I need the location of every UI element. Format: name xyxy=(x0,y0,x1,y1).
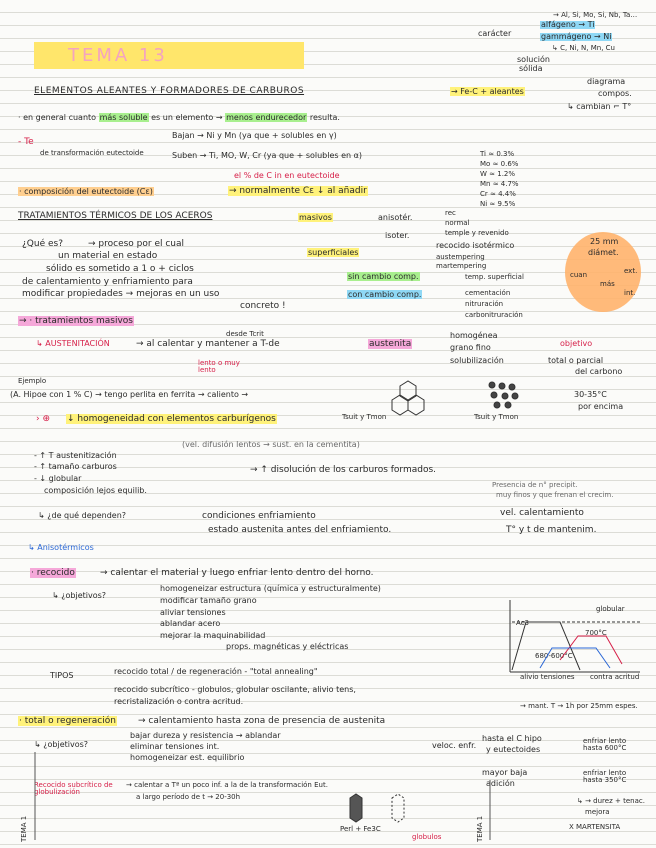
recocido-o6: props. magnéticas y eléctricas xyxy=(226,642,349,651)
tipos-label: TIPOS xyxy=(50,671,74,680)
mini-chart xyxy=(510,600,640,672)
diagrama-label: diagrama xyxy=(587,77,626,86)
que-es-q: ¿Qué es? xyxy=(22,239,63,249)
lento-note: lento o muy lento xyxy=(198,359,240,374)
homogenea-label: homogénea xyxy=(450,331,498,340)
factor-3: - ↓ globular xyxy=(34,474,82,483)
circle-t1: 25 mm xyxy=(590,237,619,246)
recocido-obj: ↳ ¿objetivos? xyxy=(52,591,107,600)
ejemplo-l2: (A. Hipoe con 1 % C) → tengo perlita en ferrita → caliento → xyxy=(10,390,249,399)
total-regen-o3: homogeneizar est. equilibrio xyxy=(130,753,245,762)
anisot-label: anisotér. xyxy=(378,213,413,222)
general-line: · en general cuanto más soluble es un elemento → menos endurecedor resulta. xyxy=(18,113,340,122)
factor-1: - ↑ T austenitización xyxy=(34,451,117,460)
solub-label: solubilización xyxy=(450,356,504,365)
austenitacion-label: ↳ AUSTENITACIÓN xyxy=(36,339,110,348)
objetivo-label: objetivo xyxy=(560,339,593,348)
rec-label: rec xyxy=(445,209,456,217)
factors-result: → ↑ disolución de los carburos formados. xyxy=(250,465,437,475)
composicion-item: Cr ≈ 4.4% xyxy=(480,190,516,198)
temp-sup-label: temp. superficial xyxy=(465,273,524,281)
composicion-item: W ≈ 1.2% xyxy=(480,170,516,178)
subcritico-label: Recocido subcrítico de globulización xyxy=(34,781,113,796)
gamma-sub: ↳ C, Ni, N, Mn, Cu xyxy=(552,44,615,52)
solucion-label: solución xyxy=(517,55,550,64)
sin-cambio-label: sin cambio comp. xyxy=(348,272,419,281)
subcritico-def2: a largo período de t → 20-30h xyxy=(136,793,241,801)
que-es-l3: sólido es sometido a 1 o + ciclos xyxy=(46,264,194,274)
chart-globular: globular xyxy=(596,605,625,613)
cond-label: condiciones enfriamiento xyxy=(202,511,316,521)
nitruracion-label: nitruración xyxy=(465,300,504,308)
chart-ac3: Ac3 xyxy=(516,619,529,627)
austenita-word: austenita xyxy=(369,339,412,349)
anisotermicos-label: ↳ Anisotérmicos xyxy=(28,543,94,552)
composicion-item: Ni ≈ 9.5% xyxy=(480,200,516,208)
que-es-l2: un material en estado xyxy=(58,251,158,261)
ejemplo-t2: Tsuit y Tmon xyxy=(474,413,519,421)
glob-label: globulos xyxy=(412,833,442,841)
recocido-def: → calentar el material y luego enfriar lento dentro del horno. xyxy=(100,568,374,578)
heading-aleantes: ELEMENTOS ALEANTES Y FORMADORES DE CARBUROS xyxy=(34,86,305,96)
alfageno-label: alfágeno → Ti xyxy=(541,20,595,29)
bottom-right2: mejora xyxy=(585,808,610,816)
te-label: - Te xyxy=(18,137,34,147)
margin-left-label: TEMA 1 xyxy=(20,815,28,842)
chart-r1: alivio tensiones xyxy=(520,673,575,681)
recocido-o2: modificar tamaño grano xyxy=(160,596,257,605)
factor-4: composición lejos equilib. xyxy=(44,486,147,495)
circle-cuan: cuan xyxy=(570,271,588,279)
recocido-o3: aliviar tensiones xyxy=(160,608,226,617)
fine-grains xyxy=(489,382,518,408)
total-regen-obj: ↳ ¿objetivos? xyxy=(34,740,89,749)
austenitacion-arrow: → al calentar y mantener a T-de xyxy=(136,339,280,349)
tipo-1: recocido total / de regeneración - "total annealing" xyxy=(114,667,318,676)
total-regen-def: → calentamiento hasta zona de presencia de austenita xyxy=(138,716,386,726)
masivos-heading: → · tratamientos masivos xyxy=(19,316,133,326)
factor-2: - ↑ tamaño carburos xyxy=(34,462,117,471)
homog-marker: › ⊕ xyxy=(36,414,51,424)
que-es-l5: modificar propiedades → mejoras en un uso xyxy=(22,289,220,299)
subcritico-def1: → calentar a Tª un poco inf. a la de la transformación Eut. xyxy=(126,781,328,789)
normal-label: normal xyxy=(445,219,470,227)
recocido-o1: homogeneizar estructura (química y estructuralmente) xyxy=(160,584,381,593)
bajan-line: Bajan → Ni y Mn (ya que + solubles en γ) xyxy=(172,131,337,140)
chart-700: 700°C xyxy=(585,629,607,637)
martempering-label: martempering xyxy=(436,262,487,270)
mayor-baja: mayor baja xyxy=(482,768,528,777)
que-es-l6: concreto ! xyxy=(240,301,286,311)
carbonitruracion-label: carbonitruración xyxy=(465,311,523,319)
heading-aleantes-tail: → Fe-C + aleantes xyxy=(451,87,524,96)
alloy-list: → Al, Si, Mo, Si, Nb, Ta… xyxy=(553,11,638,19)
composicion-item: Mn ≈ 4.7% xyxy=(480,180,519,188)
mant-label: → mant. T → 1h por 25mm espes. xyxy=(520,702,638,710)
circle-int: int. xyxy=(624,289,636,297)
margin-right-label: TEMA 1 xyxy=(476,815,484,842)
circle-t2: diámet. xyxy=(588,248,619,257)
caracter-label: carácter xyxy=(478,29,512,38)
total-regen-label: · total o regeneración xyxy=(19,716,116,726)
masivos-label: masivos xyxy=(299,213,332,222)
vel-label: vel. calentamiento xyxy=(500,508,584,518)
suben-line: Suben → Ti, MO, W, Cr (ya que + solubles en α) xyxy=(172,151,363,160)
range-label2: por encima xyxy=(578,402,624,411)
perl-label: Perl + Fe3C xyxy=(340,825,381,833)
estado-label: estado austenita antes del enfriamiento. xyxy=(208,525,392,535)
total-regen-o1: bajar dureza y resistencia → ablandar xyxy=(130,731,281,740)
superficiales-label: superficiales xyxy=(308,248,359,257)
martensita-label: X MARTENSITA xyxy=(569,823,621,831)
desde-tcrit: desde Tcrit xyxy=(226,330,264,338)
circle-more: más xyxy=(600,280,615,288)
carbono-label: del carbono xyxy=(575,367,623,376)
cementacion-label: cementación xyxy=(465,289,511,297)
austempering-label: austempering xyxy=(436,253,485,261)
ejemplo-t1: Tsuit y Tmon xyxy=(342,413,387,421)
particle-hexagons xyxy=(350,794,404,822)
adicion-label: adición xyxy=(486,779,515,788)
vel-enfr: veloc. enfr. xyxy=(432,741,477,750)
con-cambio-label: con cambio comp. xyxy=(348,290,422,299)
eutectoides-label: y eutectoides xyxy=(486,745,541,754)
bottom-right: ↳ → durez + tenac. xyxy=(577,797,645,805)
hipo-label: hasta el C hipo xyxy=(482,734,542,743)
te-note: de transformación eutectoide xyxy=(40,149,144,157)
compos-label: compos. xyxy=(598,89,632,98)
recocido-iso-label: recocido isotérmico xyxy=(436,241,515,250)
cambian-label: ↳ cambian ⌐ T° xyxy=(567,102,632,111)
ty-label: T° y t de mantenim. xyxy=(506,525,597,535)
temple-label: temple y revenido xyxy=(445,229,509,237)
page-title: TEMA 13 xyxy=(34,42,304,69)
recocido-o5: mejorar la maquinabilidad xyxy=(160,631,266,640)
que-es-l4: de calentamiento y enfriamiento para xyxy=(22,277,193,287)
factors-right2: muy finos y que frenan el crecim. xyxy=(496,491,614,499)
composicion-item: Mo ≈ 0.6% xyxy=(480,160,519,168)
gammageno-label: gammágeno → Ni xyxy=(541,32,612,41)
total-parcial: total o parcial xyxy=(548,356,604,365)
chart-r2: contra acritud xyxy=(590,673,640,681)
grano-fino-label: grano fino xyxy=(450,343,491,352)
tipo-3: recristalización o contra acritud. xyxy=(114,697,244,706)
composicion-item: Ti ≈ 0.3% xyxy=(480,150,515,158)
grain-hexagons xyxy=(392,381,424,415)
isoter-label: isoter. xyxy=(385,231,410,240)
circle-ext: ext. xyxy=(624,267,638,275)
recocido-o4: ablandar acero xyxy=(160,619,221,628)
enfriar-600: enfriar lento hasta 600°C xyxy=(583,737,627,752)
tipo-2: recocido subcrítico - globulos, globular oscilante, alivio tens, xyxy=(114,685,356,694)
heading-tratamientos: TRATAMIENTOS TÉRMICOS DE LOS ACEROS xyxy=(18,211,213,221)
range-label: 30-35°C xyxy=(574,390,607,399)
composicion-arrow: → normalmente Cε ↓ al añadir xyxy=(229,186,367,196)
solida-label: sólida xyxy=(519,64,543,73)
enfriar-350: enfriar lento hasta 350°C xyxy=(583,769,627,784)
ejemplo-l1: Ejemplo xyxy=(18,377,47,385)
total-regen-o2: eliminar tensiones int. xyxy=(130,742,220,751)
composicion-label: · composición del eutectoide (Cε) xyxy=(19,187,153,196)
chart-680: 680-600°C xyxy=(535,652,573,660)
depend-label: ↳ ¿de qué dependen? xyxy=(38,511,127,520)
composicion-note: el % de C in en eutectoide xyxy=(234,171,340,180)
que-es-l1: → proceso por el cual xyxy=(88,239,185,249)
homog-label: ↓ homogeneidad con elementos carburígenos xyxy=(67,414,276,424)
factors-right1: Presencia de n° precipit. xyxy=(492,481,578,489)
homog-note: (vel. difusión lentos → sust. en la cementita) xyxy=(182,440,360,449)
recocido-label: · recocido xyxy=(31,568,75,578)
